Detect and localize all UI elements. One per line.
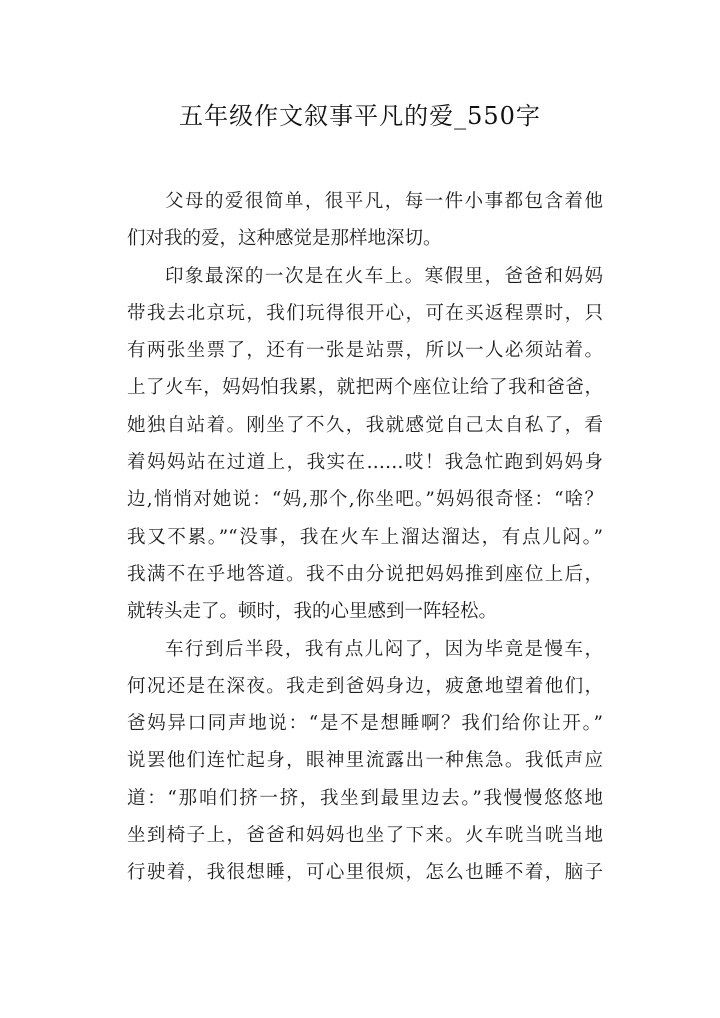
paragraph-line: 就转头走了。顿时，我的心里感到一阵轻松。 — [127, 601, 498, 623]
paragraph-line: 何况还是在深夜。我走到爸妈身边，疲惫地望着他们， — [127, 675, 603, 697]
paragraph-line: 有两张坐票了，还有一张是站票，所以一人必须站着。 — [127, 340, 603, 362]
document-body — [127, 183, 603, 892]
paragraph-line: 们对我的爱，这种感觉是那样地深切。 — [127, 228, 442, 250]
paragraph-line: 说罢他们连忙起身，眼神里流露出一种焦急。我低声应 — [127, 750, 603, 772]
paragraph-line: 边,悄悄对她说：“妈,那个,你坐吧。”妈妈很奇怪：“啥？ — [127, 489, 603, 511]
document-title: 五年级作文叙事平凡的爱_550字 — [179, 102, 541, 130]
paragraph-line: 她独自站着。刚坐了不久，我就感觉自己太自私了，看 — [127, 414, 603, 436]
paragraph-line: 我又不累。”“没事，我在火车上溜达溜达，有点儿闷。” — [127, 526, 603, 548]
paragraph-line: 带我去北京玩，我们玩得很开心，可在买返程票时，只 — [127, 302, 603, 324]
paragraph-line: 印象最深的一次是在火车上。寒假里，爸爸和妈妈 — [165, 265, 603, 287]
paragraph-line: 着妈妈站在过道上，我实在……哎！我急忙跑到妈妈身 — [127, 452, 603, 474]
paragraph-line: 父母的爱很简单，很平凡，每一件小事都包含着他 — [165, 191, 603, 212]
paragraph-line: 爸妈异口同声地说：“是不是想睡啊？我们给你让开。” — [127, 713, 603, 735]
paragraph-line: 我满不在乎地答道。我不由分说把妈妈推到座位上后， — [127, 563, 603, 585]
paragraph-line: 道：“那咱们挤一挤，我坐到最里边去。”我慢慢悠悠地 — [127, 787, 603, 809]
paragraph-line: 坐到椅子上，爸爸和妈妈也坐了下来。火车咣当咣当地 — [127, 825, 603, 847]
paragraph-line: 上了火车，妈妈怕我累，就把两个座位让给了我和爸爸， — [127, 377, 603, 399]
paragraph-line: 车行到后半段，我有点儿闷了，因为毕竟是慢车， — [165, 638, 603, 660]
paragraph-line: 行驶着，我很想睡，可心里很烦，怎么也睡不着，脑子 — [127, 862, 603, 884]
